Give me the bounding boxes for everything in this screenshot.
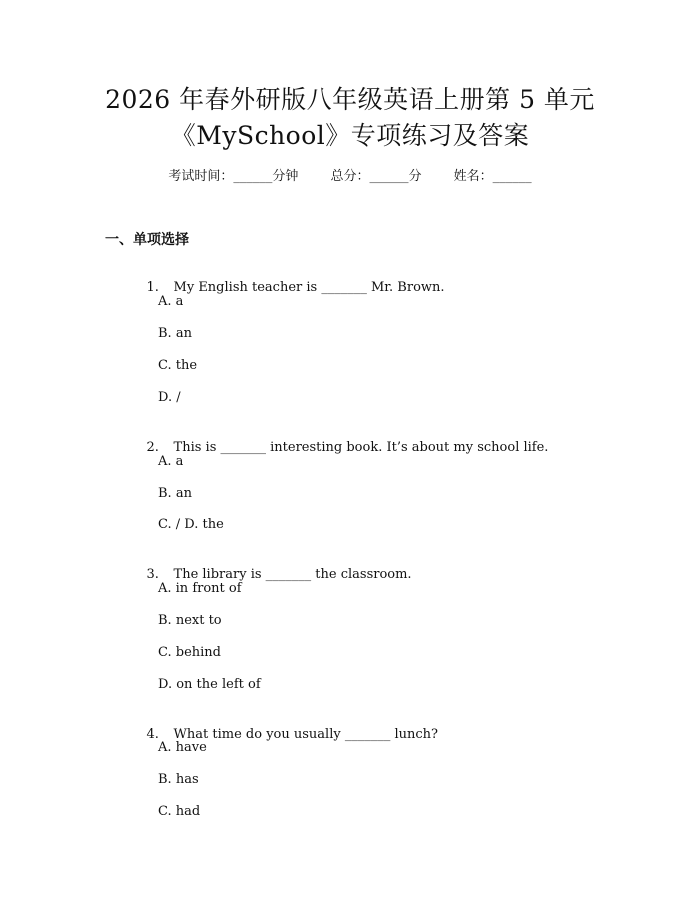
exam-meta — [0, 168, 700, 186]
question-text: What time do you usually _______ lunch? — [173, 727, 438, 742]
option-1a[interactable]: A. a — [158, 294, 184, 309]
option-3a[interactable]: A. in front of — [158, 581, 242, 596]
question-text: This is _______ interesting book. It’s about my school life. — [173, 440, 549, 455]
time-field: 考试时间：______分钟 — [168, 169, 299, 184]
option-4c[interactable]: C. had — [158, 804, 201, 819]
option-1c[interactable]: C. the — [158, 358, 198, 373]
option-2a[interactable]: A. a — [158, 454, 184, 469]
question-text: My English teacher is _______ Mr. Brown. — [173, 280, 445, 295]
option-4a[interactable]: A. have — [158, 740, 207, 755]
option-3c[interactable]: C. behind — [158, 645, 221, 660]
question-number: 3. — [146, 567, 159, 582]
name-field: 姓名：______ — [453, 169, 532, 184]
option-1d[interactable]: D. / — [158, 390, 181, 405]
question-number: 2. — [146, 440, 159, 455]
option-1b[interactable]: B. an — [158, 326, 192, 341]
page-title-line1: 2026 年春外研版八年级英语上册第 5 单元 — [105, 85, 595, 114]
option-4b[interactable]: B. has — [158, 772, 199, 787]
option-2c[interactable]: C. / D. the — [158, 517, 224, 532]
question-text: The library is _______ the classroom. — [173, 567, 412, 582]
question-2 — [130, 421, 548, 475]
option-3d[interactable]: D. on the left of — [158, 677, 261, 692]
question-number: 1. — [146, 280, 159, 295]
option-3b[interactable]: B. next to — [158, 613, 222, 628]
score-field: 总分：______分 — [330, 169, 422, 184]
page-title-line2: 《MySchool》专项练习及答案 — [170, 121, 530, 150]
option-2b[interactable]: B. an — [158, 486, 192, 501]
question-number: 4. — [146, 727, 159, 742]
section-heading: 一、单项选择 — [105, 232, 189, 248]
